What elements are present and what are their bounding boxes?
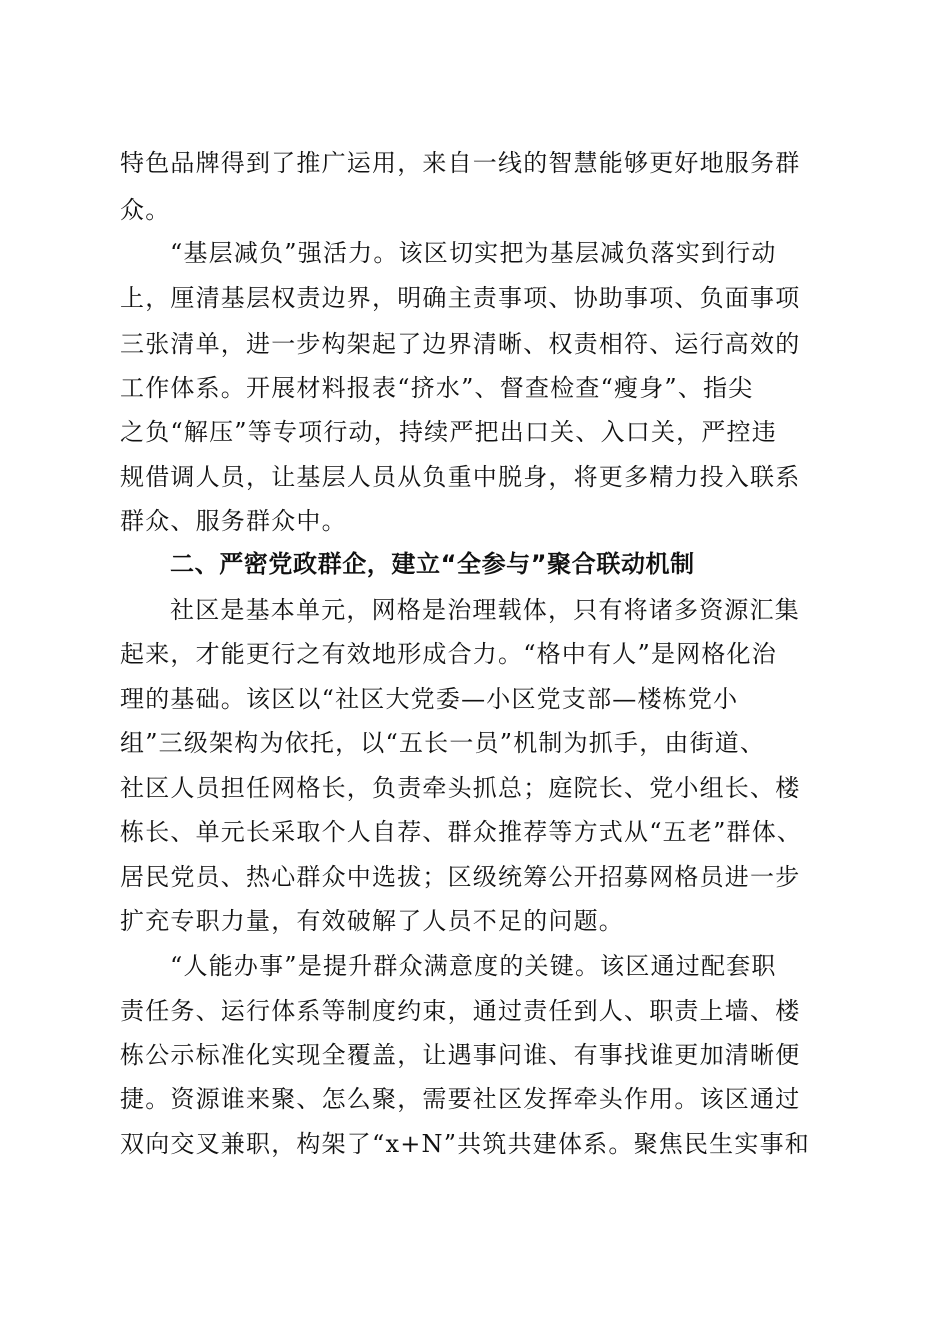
paragraph-line: 责任务、运行体系等制度约束，通过责任到人、职责上墙、楼 bbox=[120, 997, 801, 1025]
paragraph-line: 居民党员、热心群众中选拔；区级统筹公开招募网格员进一步 bbox=[120, 863, 801, 891]
paragraph-line: 特色品牌得到了推广运用，来自一线的智慧能够更好地服务群 bbox=[120, 149, 801, 177]
paragraph-line: 组”三级架构为依托，以“五长一员”机制为抓手，由街道、 bbox=[120, 729, 766, 757]
paragraph-line: 群众、服务群众中。 bbox=[120, 507, 347, 535]
paragraph-line: 社区人员担任网格长，负责牵头抓总；庭院长、党小组长、楼 bbox=[120, 774, 801, 802]
paragraph-line: 扩充专职力量，有效破解了人员不足的问题。 bbox=[120, 907, 624, 935]
paragraph-line: 起来，才能更行之有效地形成合力。“格中有人”是网格化治 bbox=[120, 640, 777, 668]
paragraph-line: “基层减负”强活力。该区切实把为基层减负落实到行动 bbox=[170, 239, 777, 267]
paragraph-line: “人能办事”是提升群众满意度的关键。该区通过配套职 bbox=[170, 952, 777, 980]
paragraph-line: 规借调人员，让基层人员从负重中脱身，将更多精力投入联系 bbox=[120, 463, 801, 491]
section-heading: 二、严密党政群企，建立“全参与”聚合联动机制 bbox=[170, 550, 695, 578]
paragraph-line: 捷。资源谁来聚、怎么聚，需要社区发挥牵头作用。该区通过 bbox=[120, 1085, 801, 1113]
paragraph-line: 社区是基本单元，网格是治理载体，只有将诸多资源汇集 bbox=[170, 596, 800, 624]
paragraph-line: 栋长、单元长采取个人自荐、群众推荐等方式从“五老”群体、 bbox=[120, 818, 803, 846]
paragraph-line: 众。 bbox=[120, 196, 171, 224]
paragraph-line: 栋公示标准化实现全覆盖，让遇事问谁、有事找谁更加清晰便 bbox=[120, 1041, 801, 1069]
paragraph-line: 双向交叉兼职，构架了“x+N”共筑共建体系。聚焦民生实事和 bbox=[120, 1130, 810, 1158]
paragraph-line: 工作体系。开展材料报表“挤水”、督查检查“瘦身”、指尖 bbox=[120, 374, 754, 402]
paragraph-line: 理的基础。该区以“社区大党委—小区党支部—楼栋党小 bbox=[120, 685, 739, 713]
paragraph-line: 之负“解压”等专项行动，持续严把出口关、入口关，严控违 bbox=[120, 418, 777, 446]
paragraph-line: 三张清单，进一步构架起了边界清晰、权责相符、运行高效的 bbox=[120, 330, 801, 358]
paragraph-line: 上，厘清基层权责边界，明确主责事项、协助事项、负面事项 bbox=[120, 284, 801, 312]
